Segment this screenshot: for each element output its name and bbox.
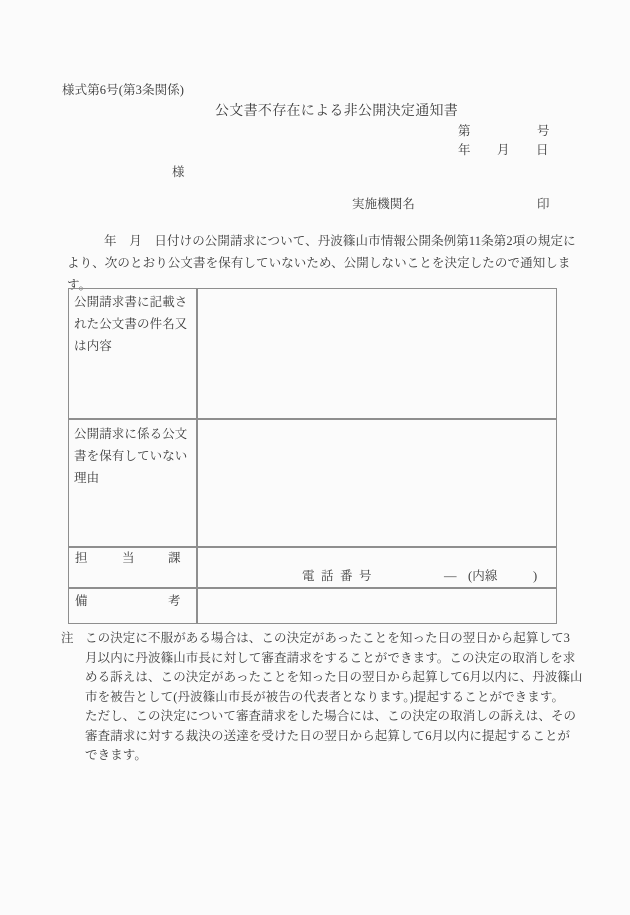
note-line-4: 市を被告として(丹波篠山市長が被告の代表者となります。)提起することができます。 xyxy=(85,689,565,704)
row1-value-area xyxy=(198,290,555,417)
body-paragraph-line-2: より、次のとおり公文書を保有していないため、公開しないことを決定したので通知しま xyxy=(67,256,571,270)
date-year-label: 年 xyxy=(458,143,471,157)
body-paragraph-line-3: す。 xyxy=(67,278,92,292)
row4-value-area xyxy=(198,589,555,622)
page-title: 公文書不存在による非公開決定通知書 xyxy=(215,104,459,119)
doc-number-prefix: 第 xyxy=(458,124,471,138)
form-number: 様式第6号(第3条関係) xyxy=(62,83,185,97)
row3-label-char-1: 担 xyxy=(75,551,88,565)
note-line-1: この決定に不服がある場合は、この決定があったことを知った日の翌日から起算して3 xyxy=(85,631,571,645)
row1-label-line-3: は内容 xyxy=(74,339,112,353)
row3-label-char-2: 当 xyxy=(122,551,135,565)
phone-extension-close: ) xyxy=(533,569,538,583)
row4-label-char-2: 考 xyxy=(168,594,181,608)
note-line-2: 月以内に丹波篠山市長に対して審査請求をすることができます。この決定の取消しを求 xyxy=(85,650,576,665)
doc-number-suffix: 号 xyxy=(537,124,550,138)
row4-label-char-1: 備 xyxy=(75,594,88,608)
seal-label: 印 xyxy=(537,197,550,211)
row2-value-area xyxy=(198,420,555,545)
row1-label-line-1: 公開請求書に記載さ xyxy=(74,295,188,309)
note-line-7: できます。 xyxy=(85,748,148,762)
note-line-3: める訴えは、この決定があったことを知った日の翌日から起算して6月以内に、丹波篠山 xyxy=(85,670,583,684)
body-paragraph-line-1: 年 月 日付けの公開請求について、丹波篠山市情報公開条例第11条第2項の規定に xyxy=(104,234,576,248)
phone-number-label: 電話番号 xyxy=(302,569,379,583)
row3-value-area xyxy=(198,548,555,568)
row3-label-char-3: 課 xyxy=(168,551,181,565)
note-marker: 注 xyxy=(61,631,74,645)
row1-label-line-2: れた公文書の件名又 xyxy=(74,317,188,331)
date-day-label: 日 xyxy=(536,143,549,157)
phone-number-dash: — xyxy=(444,569,457,583)
row2-label-line-3: 理由 xyxy=(74,471,100,485)
phone-extension-open: (内線 xyxy=(468,569,498,583)
row2-label-line-2: 書を保有していない xyxy=(74,449,188,463)
addressee-honorific: 様 xyxy=(172,165,185,179)
note-line-6: 審査請求に対する裁決の送達を受けた日の翌日から起算して6月以内に提起することが xyxy=(85,728,571,743)
note-line-5: ただし、この決定について審査請求をした場合には、この決定の取消しの訴えは、その xyxy=(85,709,577,723)
issuer-label: 実施機関名 xyxy=(352,197,416,211)
date-month-label: 月 xyxy=(497,143,510,157)
row2-label-line-1: 公開請求に係る公文 xyxy=(74,427,188,441)
